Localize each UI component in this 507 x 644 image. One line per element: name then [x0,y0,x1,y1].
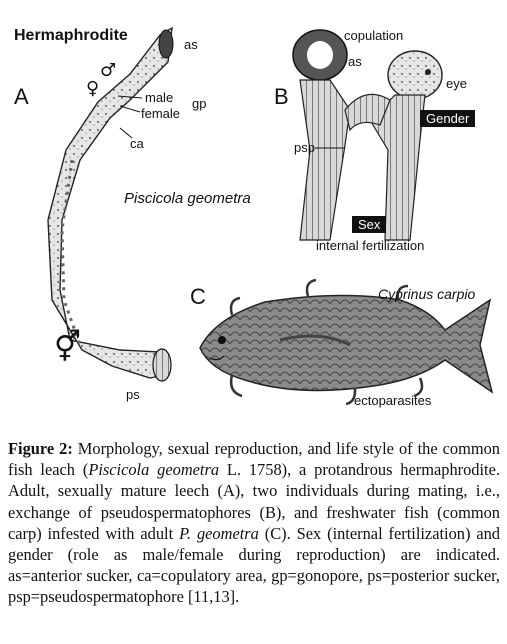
label-internal-fertilization: internal fertilization [316,238,425,253]
label-eye: eye [446,76,467,91]
figure-label: Figure 2: [8,439,73,458]
label-gp: gp [192,96,207,111]
label-ca: ca [130,136,144,151]
panel-a-title: Hermaphrodite [14,27,128,44]
female-symbol: ♀ [86,78,100,99]
species-label: Piscicola geometra [124,190,251,207]
label-ectoparasites: ectoparasites [354,393,432,408]
figure-caption [8,438,500,608]
label-male: male [145,90,174,105]
panel-a-letter: A [14,84,29,109]
caption-text-1: Morphology, sexual reproduction, and life style of the common fish leach ( [8,439,500,480]
male-symbol: ♂ [100,60,117,81]
caption-text-3: (C). Sex (internal fertilization) and gender (role as male/female during reproduction) are indicated. as=anterior sucker, ca=copulatory area, gp=gonopore, ps=posterior sucker, psp=pseudospermatophore [11,13]. [8,523,501,607]
mating-leeches-panel-b [293,30,442,240]
panel-b-letter: B [274,84,289,109]
panel-c-letter: C [190,284,206,309]
caption-species-italic: Piscicola geometra [88,460,220,480]
label-as: as [184,37,198,52]
label-ps: ps [126,387,140,402]
sex-badge: Sex [352,216,386,233]
caption-species-abbrev: P. geometra [179,523,259,543]
gender-badge: Gender [420,110,475,127]
label-cyprinus-carpio: Cyprinus carpio [378,286,476,302]
caption-text-2: L. 1758), a protandrous hermaphrodite. Adult, sexually mature leech (A), two individuals during mating, i.e., exchange of pseudospermatophores (B), and freshwater fish (common carp) infested with adult [8,460,500,543]
hermaphrodite-symbol: ⚥ [54,330,82,365]
label-psp: psp [294,140,315,155]
label-b-as: as [348,54,362,69]
label-copulation: copulation [344,28,404,43]
label-female: female [141,106,181,121]
